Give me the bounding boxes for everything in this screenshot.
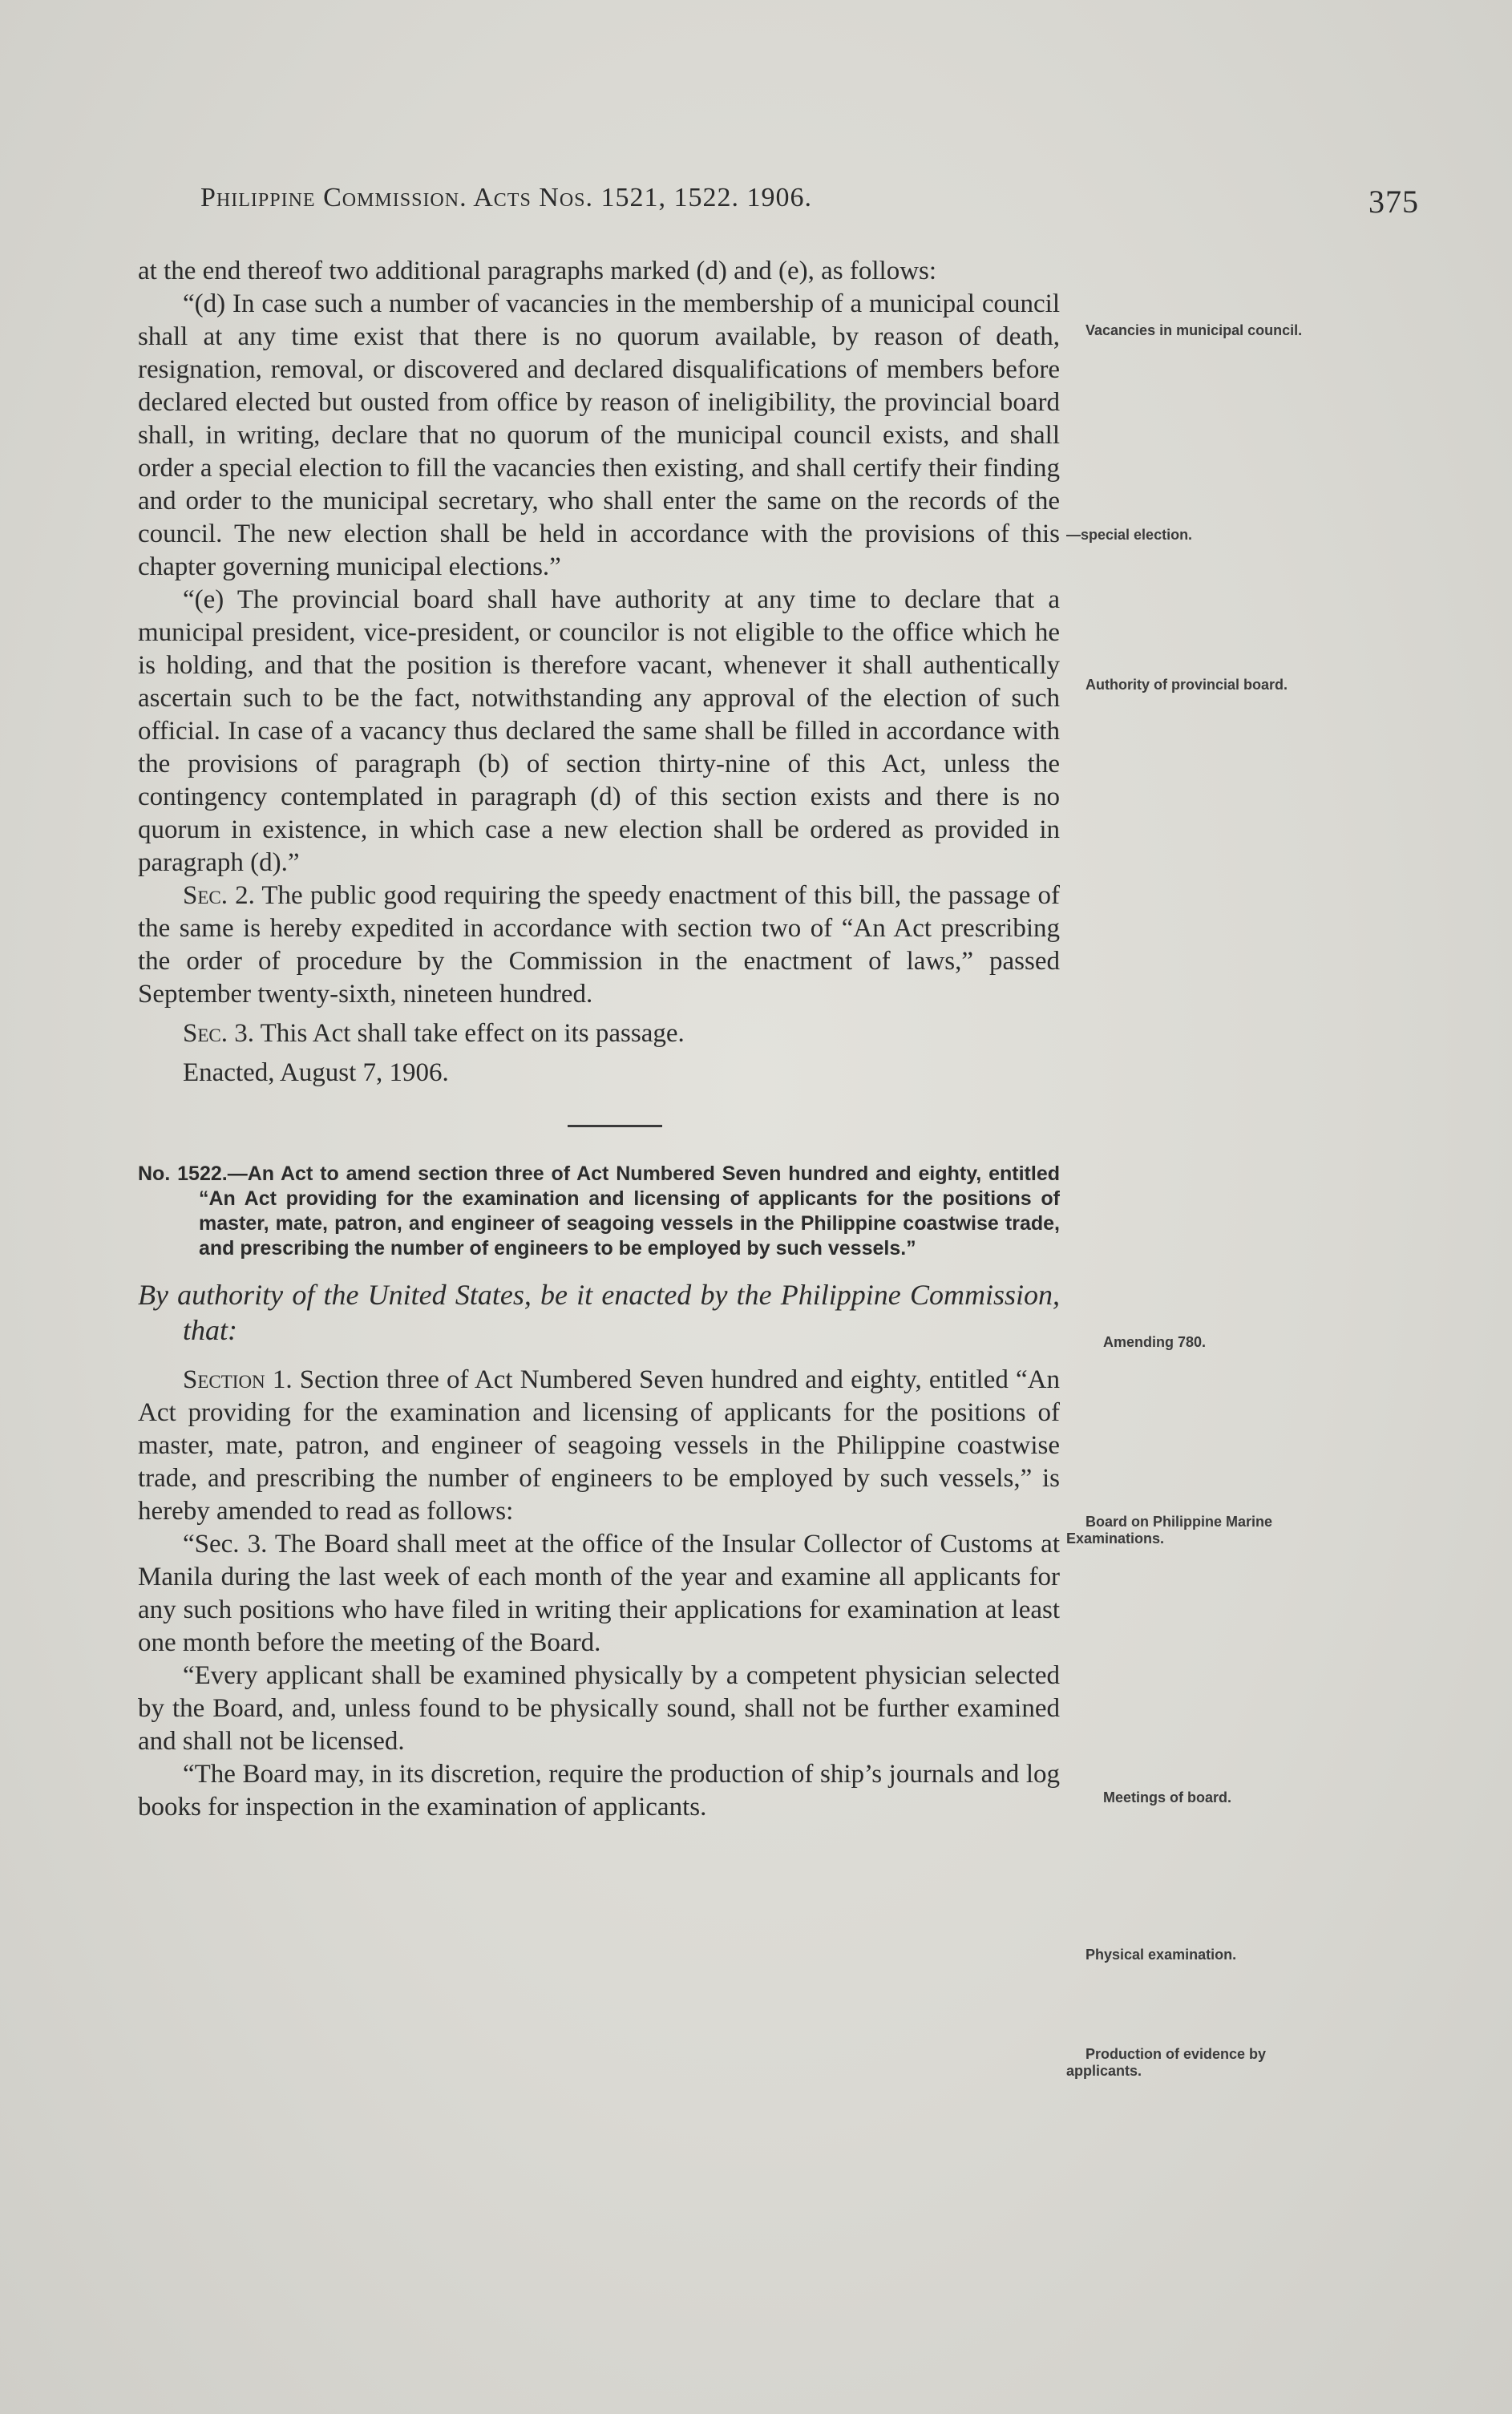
paragraph: “Sec. 3. The Board shall meet at the office of the Insular Collector of Customs at Manila during the last week of each month of the year and examine all applicants for any such positions who have filed in writing their applications for examination at least one month before the meeting of the Board. <box>138 1530 1060 1657</box>
section-label: Sec. 3. <box>183 1019 254 1048</box>
paragraph: at the end thereof two additional paragraphs marked (d) and (e), as follows: <box>138 257 937 285</box>
paragraph <box>138 1017 1060 1050</box>
margin-note: Board on Philippine Marine Examinations. <box>1066 1514 1273 1547</box>
enactment-date: Enacted, August 7, 1906. <box>183 1058 449 1087</box>
paragraph <box>138 879 1060 1011</box>
section-text: This Act shall take effect on its passage. <box>254 1019 685 1048</box>
running-header <box>200 183 1419 231</box>
margin-note: Authority of provincial board. <box>1085 677 1288 693</box>
section-label: Section 1. <box>183 1365 293 1394</box>
margin-note: —special election. <box>1066 527 1193 543</box>
margin-note: Physical examination. <box>1085 1947 1237 1963</box>
section-text: Section three of Act Numbered Seven hundred and eighty, entitled “An Act providing for the examination and licensing of applicants for the positions of master, mate, patron, and engineer of seagoing vessels in the Philippine coastwise trade, and prescribing the number of engineers to be employed by such vessels,” is hereby amended to read as follows: <box>138 1365 1060 1526</box>
section-label: Sec. 2. <box>183 881 255 910</box>
section-text: The public good requiring the speedy enactment of this bill, the passage of the same is hereby expedited in accordance with section two of “An Act prescribing the order of procedure by the Commission in the enactment of laws,” passed September twenty-sixth, nineteen hundred. <box>138 881 1060 1009</box>
paragraph <box>138 1364 1060 1528</box>
margin-note: Meetings of board. <box>1103 1789 1232 1805</box>
main-text-column <box>138 255 1060 1824</box>
paragraph: “(e) The provincial board shall have authority at any time to declare that a municipal president, vice-president, or councilor is not eligible to the office which he is holding, and that the position is therefore vacant, whenever it shall authentically ascertain such to be the fact, notwithstanding any approval of the election of such official. In case of a vacancy thus declared the same shall be filled in accordance with the provisions of paragraph (b) of section thirty-nine of this Act, unless the contingency contemplated in paragraph (d) of this section exists and there is no quorum in existence, in which case a new election shall be ordered as provided in paragraph (d).” <box>138 585 1060 877</box>
paragraph: “The Board may, in its discretion, require the production of ship’s journals and log books for inspection in the examination of applicants. <box>138 1760 1060 1822</box>
margin-note: Production of evidence by applicants. <box>1066 2046 1267 2079</box>
enacting-clause: By authority of the United States, be it enacted by the Philippine Commission, that: <box>138 1279 1060 1346</box>
margin-note: Amending 780. <box>1103 1334 1207 1350</box>
page-number: 375 <box>1368 184 1419 220</box>
paragraph: “(d) In case such a number of vacancies in the membership of a municipal council shall at any time exist that there is no quorum available, by reason of death, resignation, removal, or discovered and declared disqualifications of members before declared elected but ousted from office by reason of ineligibility, the provincial board shall, in writing, declare that no quorum of the municipal council exists, and shall order a special election to fill the vacancies then existing, and shall certify their finding and order to the municipal secretary, who shall enter the same on the records of the council. The new election shall be held in accordance with the provisions of this chapter governing municipal elections.” <box>138 289 1061 581</box>
margin-note: Vacancies in municipal council. <box>1085 322 1303 338</box>
section-divider <box>138 1090 1060 1162</box>
paragraph: “Every applicant shall be examined physically by a competent physician selected by the Board, and, unless found to be physically sound, shall not be further examined and shall not be licensed. <box>138 1661 1060 1756</box>
running-title: Philippine Commission. Acts Nos. 1521, 1522. 1906. <box>200 183 813 212</box>
act-title: No. 1522.—An Act to amend section three of Act Numbered Seven hundred and eighty, entitled “An Act providing for the examination and licensing of applicants for the positions of master, mate, patron, and engineer of seagoing vessels in the Philippine coastwise trade, and prescribing the number of engineers to be employed by such vessels.” <box>138 1163 1060 1260</box>
